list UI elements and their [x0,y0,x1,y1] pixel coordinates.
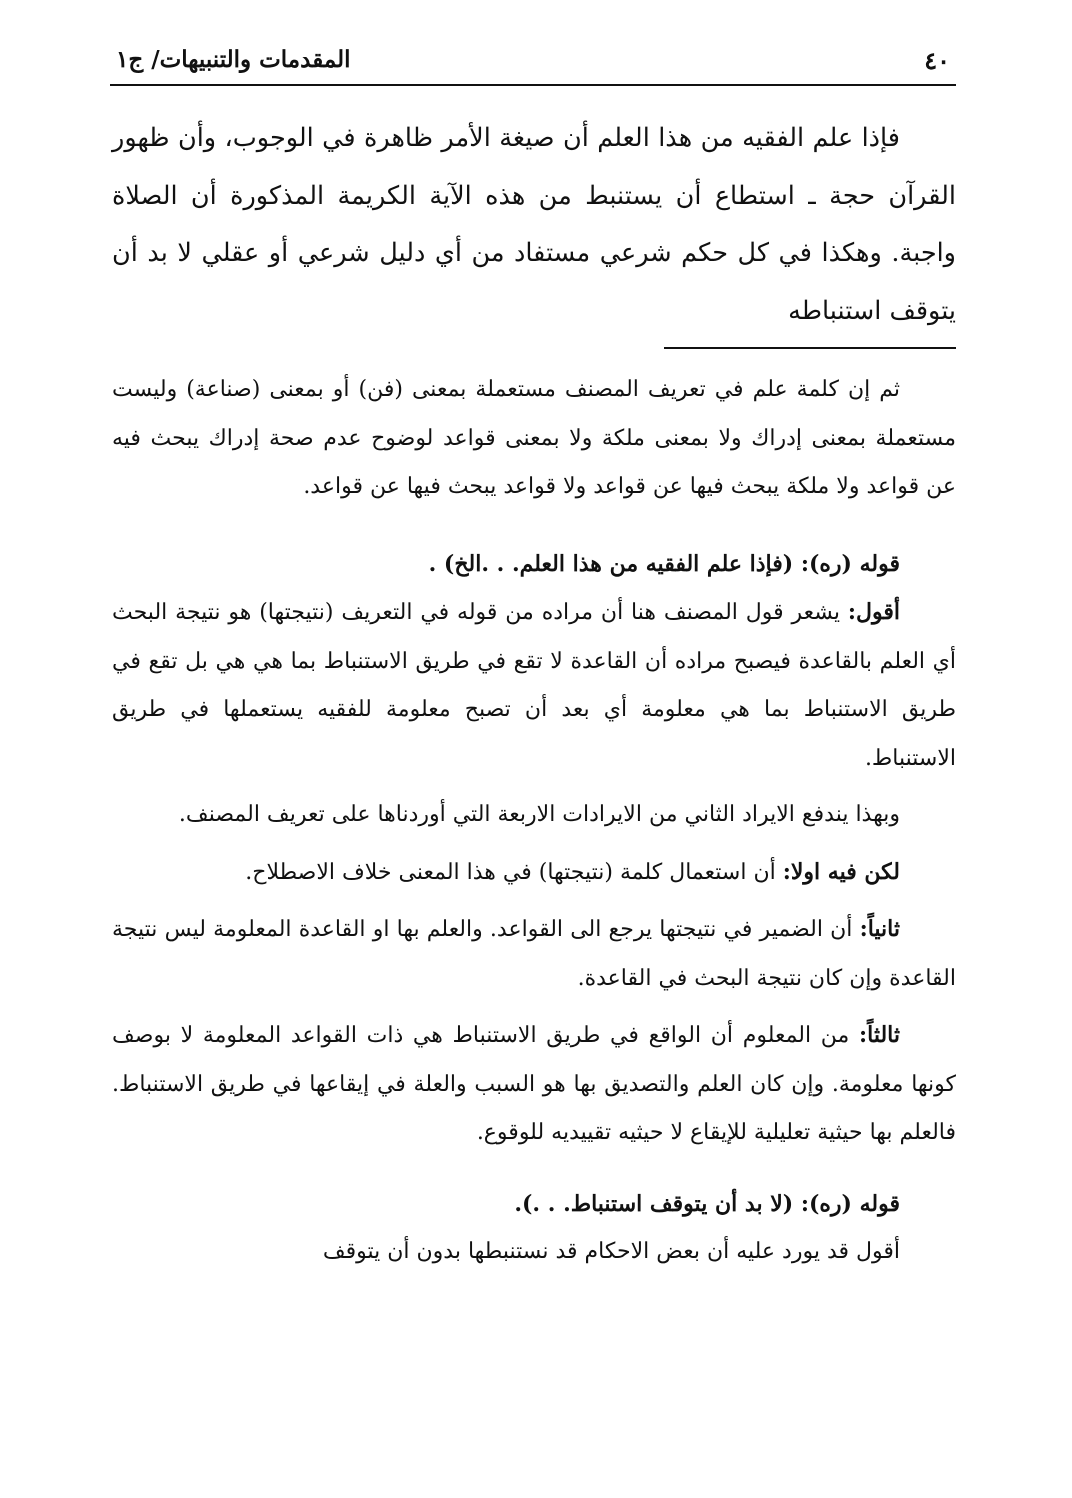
main-text [112,110,956,340]
paragraph-text: يشعر قول المصنف هنا أن مراده من قوله في التعريف (نتيجتها) هو نتيجة البحث أي العلم بالقاعدة فيصبح مراده أن القاعدة لا تقع في طريق الاستنباط بما هي هي بل تقع في طريق الاستنباط بما هي معلومة أي بعد أن تصبح معلومة للفقيه يستعملها في طريق الاستنباط. [112,600,956,771]
commentary-paragraph-1: ثم إن كلمة علم في تعريف المصنف مستعملة بمعنى (فن) أو بمعنى (صناعة) وليست مستعملة بمعنى إدراك ولا بمعنى ملكة ولا بمعنى قواعد لوضوح عدم صحة إدراك يبحث فيه عن قواعد ولا ملكة يبحث فيها عن قواعد ولا قواعد يبحث فيها عن قواعد. [112,377,956,499]
main-paragraph: فإذا علم الفقيه من هذا العلم أن صيغة الأمر ظاهرة في الوجوب، وأن ظهور القرآن حجة ـ استطاع أن يستنبط من هذه الآية الكريمة المذكورة أن الصلاة واجبة. وهكذا في كل حكم شرعي مستفاد من أي دليل شرعي أو عقلي لا بد أن يتوقف استنباطه [112,123,956,326]
commentary-paragraph-5 [112,905,956,1003]
footnote-separator [664,347,956,349]
commentary-paragraph-2 [112,588,956,783]
page-number: ٤٠ [924,46,950,75]
quote-heading-2 [112,1180,956,1229]
page-header [110,40,956,86]
paragraph-text: أن الضمير في نتيجتها يرجع الى القواعد. والعلم بها او القاعدة المعلومة ليس نتيجة القاعدة وإن كان نتيجة البحث في القاعدة. [112,917,956,991]
commentary [112,366,956,1277]
quote-text: (فإذا علم الفقيه من هذا العلم. . .الخ) . [428,550,794,577]
paragraph-text: من المعلوم أن الواقع في طريق الاستنباط هي ذات القواعد المعلومة لا بوصف كونها معلومة. وإن كان العلم والتصديق بها هو السبب والعلة في إيقاعها في طريق الاستنباط. فالعلم بها حيثية تعليلية للإيقاع لا حيثيه تقييديه للوقوع. [112,1023,956,1145]
commentary-paragraph-7: أقول قد يورد عليه أن بعض الاحكام قد نستنبطها بدون أن يتوقف [322,1239,900,1264]
quote-heading-1 [112,540,956,589]
commentary-paragraph-4 [112,848,956,898]
paragraph-label: أقول: [847,599,900,625]
running-title: المقدمات والتنبيهات/ ج١ [116,46,351,73]
paragraph-text: أن استعمال كلمة (نتيجتها) في هذا المعنى خلاف الاصطلاح. [245,859,776,885]
commentary-paragraph-6 [112,1011,956,1158]
commentary-paragraph-3: وبهذا يندفع الايراد الثاني من الايرادات الاربعة التي أوردناها على تعريف المصنف. [178,802,900,827]
paragraph-label: ثانياً: [859,916,900,942]
quote-label: قوله (ره): [800,1190,900,1217]
paragraph-label: ثالثاً: [859,1022,900,1048]
paragraph-label: لكن فيه اولا: [782,858,900,885]
quote-text: (لا بد أن يتوقف استنباط. . .). [514,1190,794,1217]
quote-label: قوله (ره): [800,550,900,577]
